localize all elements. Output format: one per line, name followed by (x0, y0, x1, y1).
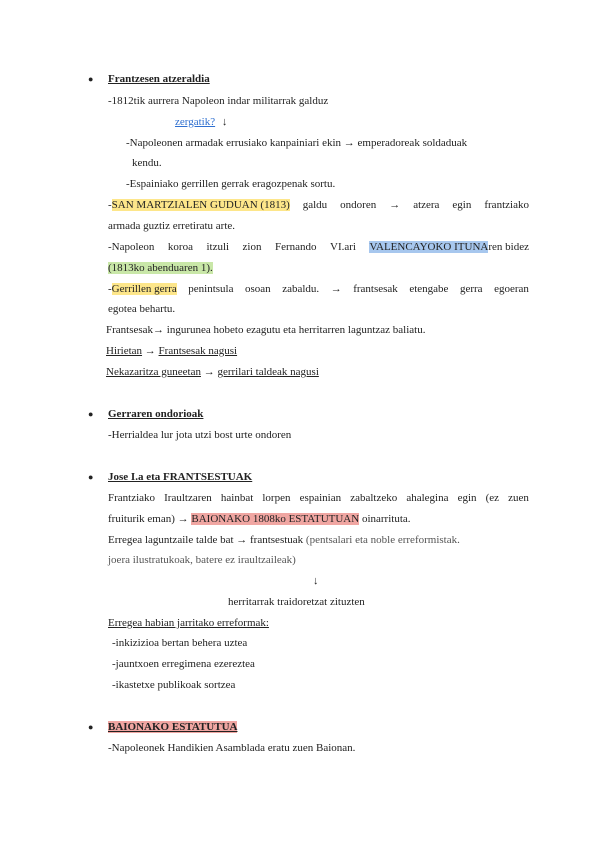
word: hainbat (220, 492, 254, 504)
highlight-date: (1813ko abenduaren 1). (108, 262, 213, 274)
bullet-icon: ● (88, 722, 94, 732)
bullet-icon: ● (88, 74, 94, 84)
text-line: herritarrak traidoretzat zituzten (228, 596, 365, 608)
word: frantziako (484, 199, 529, 211)
underlined-term: Frantsesak nagusi (158, 345, 238, 357)
section-heading-baionako (108, 720, 237, 735)
text-line-frantziako (108, 491, 529, 506)
word: (ez (485, 492, 500, 504)
word: itzuli (206, 241, 230, 253)
word: → (330, 283, 342, 295)
word: -Napoleon (108, 241, 155, 253)
word: egin (457, 492, 477, 504)
text-line-date (108, 261, 213, 276)
word: zabaldu. (282, 283, 320, 295)
word: VI.ari (330, 241, 356, 253)
reforms-heading: Erregea habian jarritako erreformak: (108, 617, 269, 629)
list-item: -ikastetxe publikoak sortzea (112, 679, 236, 691)
word: penintsula (188, 283, 234, 295)
section-heading-jose: Jose I.a eta FRANTSESTUAK (108, 471, 253, 483)
word: → (389, 199, 401, 211)
text: fruiturik eman) → (108, 513, 192, 525)
why-link[interactable]: zergatik? (175, 116, 216, 128)
underlined-term: Nekazaritza guneetan (106, 366, 201, 378)
gray-note: joera ilustratukoak, batere ez iraultzaileak) (108, 554, 296, 566)
section-heading-ondorioak: Gerraren ondorioak (108, 408, 204, 420)
word: zion (242, 241, 262, 253)
word: zuen (508, 492, 529, 504)
word: ondoren (340, 199, 377, 211)
text-line: -Napoleonek Handikien Asamblada eratu zuen Baionan. (108, 742, 356, 754)
text-line: Frantsesak→ ingurunea hobeto ezagutu eta herritarren laguntzaz baliatu. (106, 324, 426, 336)
dash: - (108, 199, 112, 211)
text-line: kendu. (132, 157, 162, 169)
section-heading-frantzesen: Frantzesen atzeraldia (108, 73, 210, 85)
text-line: -Herrialdea lur jota utzi bost urte ondoren (108, 429, 292, 441)
line-lead (108, 198, 290, 213)
word: espainian (299, 492, 342, 504)
line-lead (108, 282, 177, 297)
highlight-baionako-estatutua: BAIONAKO ESTATUTUA (108, 721, 238, 733)
text-line-gerrillen (108, 282, 529, 297)
suffix: ren bidez (488, 241, 529, 253)
list-item: -inkizizioa bertan behera uztea (112, 637, 248, 649)
bullet-icon: ● (88, 409, 94, 419)
right-arrow: → (200, 366, 218, 378)
word: atzera (413, 199, 440, 211)
word: egin (452, 199, 472, 211)
underlined-term: Hirietan (106, 345, 143, 357)
highlight-san-martzial: SAN MARTZIALEN GUDUAN (1813) (111, 199, 290, 211)
text-line-hirietan (106, 344, 237, 359)
word: etengabe (409, 283, 449, 295)
text-line-baionako (108, 512, 411, 527)
word: frantsesak (353, 283, 398, 295)
line-tail (369, 240, 529, 255)
word: osoan (245, 283, 271, 295)
text: Erregea laguntzaile talde bat → frantsestuak (108, 534, 306, 546)
down-arrow-icon: ↓ (313, 575, 319, 587)
text: oinarrituta. (359, 513, 411, 525)
word: lorpen (262, 492, 291, 504)
text-line: armada guztiz erretiratu arte. (108, 220, 236, 232)
word: zabaltzeko (350, 492, 398, 504)
gray-note: (pentsalari eta noble erreformistak. (305, 534, 460, 546)
word: galdu (302, 199, 328, 211)
down-arrow-icon: ↓ (221, 116, 228, 128)
list-item: -jauntxoen erregimena ezereztea (112, 658, 255, 670)
word: koroa (167, 241, 193, 253)
highlight-baionako-estatutuan: BAIONAKO 1808ko ESTATUTUAN (191, 513, 360, 525)
text-line-nekazaritza (106, 365, 319, 380)
bullet-icon: ● (88, 472, 94, 482)
text-line: -Napoleonen armadak errusiako kanpainiari ekin → emperadoreak soldaduak (126, 137, 468, 149)
why-line (175, 115, 227, 130)
word: Iraultzaren (164, 492, 212, 504)
text-line: -Espainiako gerrillen gerrak eragozpenak sortu. (126, 178, 336, 190)
text-line: -1812tik aurrera Napoleon indar militarrak galduz (108, 95, 329, 107)
highlight-valencayoko-ituna: VALENCAYOKO ITUNA (369, 241, 489, 253)
underlined-term: gerrilari taldeak nagusi (217, 366, 319, 378)
text-line: egotea behartu. (108, 303, 176, 315)
right-arrow: → (142, 345, 159, 357)
dash: - (108, 283, 112, 295)
word: Fernando (274, 241, 317, 253)
highlight-gerrillen-gerra: Gerrillen gerra (111, 283, 177, 295)
word: Frantziako (108, 492, 156, 504)
text-line-san-martzial (108, 198, 529, 213)
word: egoeran (494, 283, 529, 295)
text-line-valencay (108, 240, 529, 255)
word: gerra (459, 283, 483, 295)
text-line-erregea (108, 533, 460, 548)
word: ahalegina (406, 492, 449, 504)
